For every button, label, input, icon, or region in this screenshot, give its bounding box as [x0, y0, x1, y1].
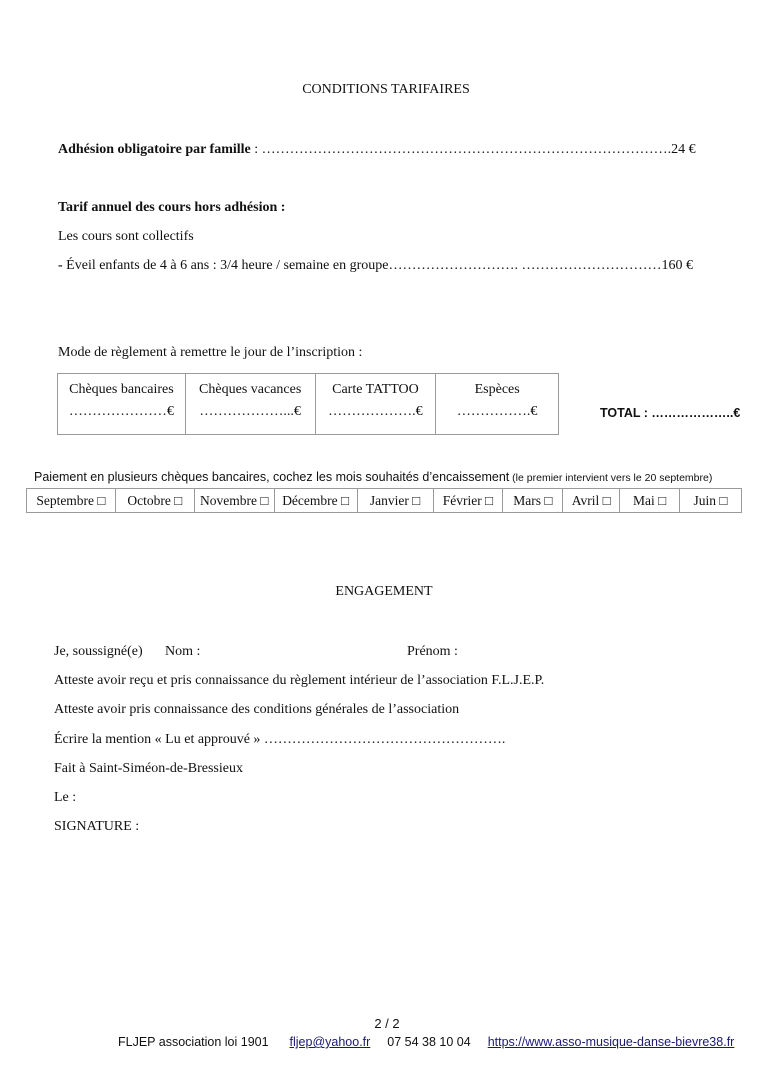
total-field: TOTAL : ………………..€ — [600, 406, 741, 420]
soussigne-label: Je, soussigné(e) — [54, 644, 143, 659]
page-number: 2 / 2 — [374, 1016, 400, 1031]
payment-cell-carte-tattoo[interactable] — [315, 374, 436, 435]
month-checkbox-janvier[interactable]: Janvier □ — [357, 489, 433, 513]
eveil-price: Éveil enfants de 4 à 6 ans : 3/4 heure / semaine en groupe………………………. …………………………160 € — [66, 258, 693, 273]
cheques-note — [34, 470, 712, 484]
payment-cell-cheques-bancaires[interactable] — [58, 374, 186, 435]
month-checkbox-mars[interactable]: Mars □ — [503, 489, 563, 513]
month-checkbox-fevrier[interactable]: Février □ — [433, 489, 503, 513]
adhesion-label: Adhésion obligatoire par famille — [58, 142, 251, 157]
cheques-note-text: Paiement en plusieurs chèques bancaires, cochez les mois souhaités d’encaissement — [34, 470, 510, 484]
cheques-note-small: (le premier intervient vers le 20 septembre) — [509, 472, 713, 484]
payment-method-amount: …………….€ — [456, 404, 538, 419]
date-line: Le : — [54, 790, 77, 805]
footer-email-link[interactable]: fljep@yahoo.fr — [289, 1035, 371, 1049]
month-checkbox-septembre[interactable]: Septembre □ — [27, 489, 116, 513]
payment-method-name: Chèques bancaires — [69, 382, 174, 397]
adhesion-price: : …………………………………………………………………………….24 € — [250, 142, 696, 157]
payment-cell-especes[interactable] — [436, 374, 559, 435]
prenom-label: Prénom : — [407, 644, 458, 659]
month-checkbox-novembre[interactable]: Novembre □ — [194, 489, 274, 513]
attestation-reglement: Atteste avoir reçu et pris connaissance du règlement intérieur de l’association F.L.J.E.P. — [54, 673, 545, 688]
month-checkbox-avril[interactable]: Avril □ — [563, 489, 620, 513]
footer-association: FLJEP association loi 1901 — [118, 1035, 269, 1049]
months-checkbox-table — [26, 488, 742, 513]
fait-a-line: Fait à Saint-Siméon-de-Bressieux — [54, 761, 243, 776]
payment-method-amount: ……………….€ — [328, 404, 423, 419]
payment-method-name: Espèces — [474, 382, 520, 397]
engagement-title: ENGAGEMENT — [335, 584, 433, 599]
payment-methods-table — [57, 373, 559, 435]
eveil-line — [58, 258, 693, 274]
month-checkbox-juin[interactable]: Juin □ — [680, 489, 742, 513]
payment-method-name: Carte TATTOO — [332, 382, 419, 397]
attestation-conditions: Atteste avoir pris connaissance des conditions générales de l’association — [54, 702, 460, 717]
nom-label: Nom : — [165, 644, 201, 659]
payment-method-name: Chèques vacances — [199, 382, 302, 397]
page-title: CONDITIONS TARIFAIRES — [302, 82, 470, 97]
payment-method-amount: …………………€ — [68, 404, 174, 419]
cours-collectifs: Les cours sont collectifs — [58, 229, 194, 244]
footer — [118, 1035, 734, 1049]
payment-intro: Mode de règlement à remettre le jour de l’inscription : — [58, 345, 363, 360]
month-checkbox-decembre[interactable]: Décembre □ — [274, 489, 357, 513]
adhesion-line — [58, 142, 696, 158]
footer-phone: 07 54 38 10 04 — [387, 1035, 471, 1049]
payment-method-amount: ………………...€ — [199, 404, 301, 419]
eveil-dash: - — [58, 258, 67, 273]
month-checkbox-octobre[interactable]: Octobre □ — [115, 489, 194, 513]
lu-et-approuve-line: Écrire la mention « Lu et approuvé » ……………………………………………. — [54, 732, 506, 747]
tarif-heading: Tarif annuel des cours hors adhésion : — [58, 200, 286, 215]
payment-cell-cheques-vacances[interactable] — [185, 374, 315, 435]
footer-website-link[interactable]: https://www.asso-musique-danse-bievre38.fr — [487, 1035, 735, 1049]
month-checkbox-mai[interactable]: Mai □ — [620, 489, 680, 513]
signature-line: SIGNATURE : — [54, 819, 140, 834]
